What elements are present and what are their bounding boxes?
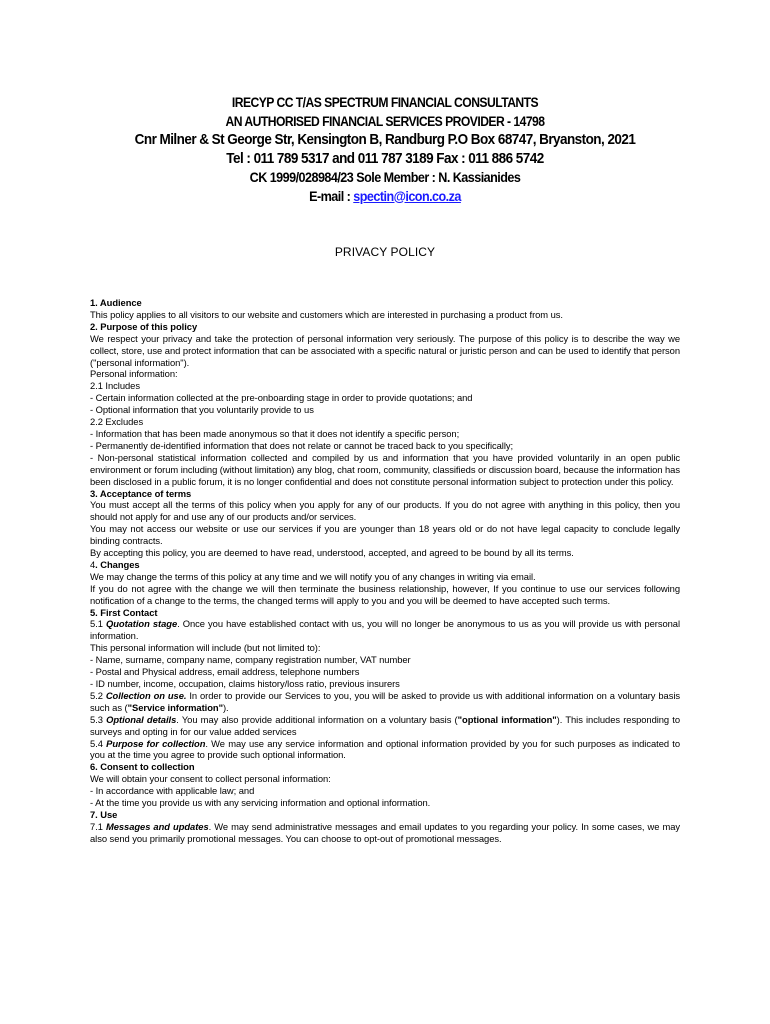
clause-text: . We may use any service information and optional information provided by you for such purposes as indicated to you at the time you agree to provide such optional information. (90, 737, 680, 761)
list-item: - Non-personal statistical information collected and compiled by us and information that you have provided voluntarily in an open public environment or forum including (without limitation) any blog, chat room, community, classifieds or discussion board, because the information has been disclosed in a public forum, it is no longer confidential and does not constitute personal information subject to protection under this policy. (90, 451, 680, 487)
clause-text: ). This includes responding to surveys and opting in for our value added services (90, 713, 681, 737)
email-line (39, 187, 732, 206)
clause-term: Purpose for collection (106, 737, 206, 749)
registration-line: CK 1999/028984/23 Sole Member : N. Kassianides (249, 169, 521, 185)
paragraph (90, 618, 680, 642)
clause-text: In order to provide our Services to you, you will be asked to provide us with additional information on a voluntary basis such as ( (90, 689, 681, 713)
clause-term: Quotation stage (105, 618, 178, 630)
paragraph: If you do not agree with the change we will then terminate the business relationship, however, If you continue to use our services following notification of a change to the terms, the changed terms will apply to you and you will be deemed to have accepted such terms. (90, 582, 680, 606)
section-heading: 5. First Contact (90, 606, 158, 618)
email-link[interactable]: spectin@icon.co.za (353, 187, 461, 204)
email-prefix: E-mail : (309, 187, 354, 204)
paragraph (90, 714, 680, 738)
list-item: - In accordance with applicable law; and (90, 785, 255, 797)
clause-text: . Once you have established contact with us, you will no longer be anonymous to us as you will provide us with personal information. (90, 618, 680, 642)
clause-term: Optional details (106, 713, 177, 725)
paragraph (90, 690, 680, 714)
clause-text: . You may also provide additional information on a voluntary basis ( (176, 713, 458, 725)
paragraph: We respect your privacy and take the protection of personal information very seriously. The purpose of this policy is to describe the way we collect, store, use and protect information that can be associated with a specific natural or juristic person and can be used to identify that person ("personal information"). (90, 332, 680, 368)
address-line: Cnr Milner & St George Str, Kensington B, Randburg P.O Box 68747, Bryanston, 2021 (134, 131, 636, 148)
clause-text: . We may send administrative messages and email updates to you regarding your policy. In some cases, we may also send you primarily promotional messages. You can choose to opt-out of promotional messages. (90, 820, 681, 844)
defined-term: "Service information" (127, 701, 223, 713)
paragraph: 2.2 Excludes (90, 416, 144, 428)
section-heading: 6. Consent to collection (90, 761, 195, 773)
company-name: IRECYP CC T/AS SPECTRUM FINANCIAL CONSULTANTS (231, 95, 539, 110)
paragraph: You may not access our website or use our services if you are younger than 18 years old or do not have legal capacity to conclude legally binding contracts. (90, 523, 680, 547)
page-title: PRIVACY POLICY (334, 245, 436, 259)
clause-number: 7.1 (90, 820, 106, 832)
clause-term: Messages and updates (105, 820, 209, 832)
paragraph: This personal information will include (but not limited to): (90, 642, 321, 654)
paragraph: 2.1 Includes (90, 380, 140, 392)
clause-number: 5.4 (90, 737, 107, 749)
list-item: - At the time you provide us with any servicing information and optional information. (90, 797, 431, 809)
phone-line: Tel : 011 789 5317 and 011 787 3189 Fax : 011 886 5742 (226, 149, 544, 167)
list-item: - Permanently de-identified information that does not relate or cannot be traced back to you specifically; (90, 439, 514, 451)
list-item: - Optional information that you voluntarily provide to us (90, 404, 314, 416)
list-item: - Postal and Physical address, email address, telephone numbers (90, 666, 360, 678)
section-heading: 2. Purpose of this policy (90, 320, 198, 332)
paragraph: This policy applies to all visitors to our website and customers which are interested in purchasing a product from us. (90, 308, 563, 320)
clause-number: 5.1 (90, 618, 106, 630)
paragraph (90, 821, 680, 845)
list-item: - ID number, income, occupation, claims history/loss ratio, previous insurers (90, 678, 400, 689)
paragraph (90, 738, 680, 762)
section-heading (90, 559, 680, 571)
letterhead (39, 94, 732, 205)
list-item: - Information that has been made anonymous so that it does not identify a specific person; (90, 427, 460, 439)
section-number: 4 (90, 558, 96, 570)
paragraph: You must accept all the terms of this policy when you apply for any of our products. If you do not agree with anything in this policy, then you should not apply for and use any of our products and/or services. (90, 499, 680, 523)
list-item: - Certain information collected at the pre-onboarding stage in order to provide quotations; and (90, 392, 473, 404)
paragraph: By accepting this policy, you are deemed to have read, understood, accepted, and agreed to be bound by all its terms. (90, 547, 574, 559)
section-heading: 7. Use (90, 808, 118, 820)
list-item: - Name, surname, company name, company registration number, VAT number (90, 654, 411, 666)
clause-term: Collection on use. (105, 689, 187, 701)
policy-body (90, 297, 680, 845)
paragraph: Personal information: (90, 368, 178, 380)
fsp-line: AN AUTHORISED FINANCIAL SERVICES PROVIDER - 14798 (225, 113, 545, 129)
clause-number: 5.3 (90, 713, 107, 725)
defined-term: "optional information" (457, 713, 557, 725)
section-heading: 1. Audience (90, 297, 142, 308)
section-heading-text: . Changes (95, 558, 140, 570)
clause-number: 5.2 (90, 689, 106, 701)
section-heading: 3. Acceptance of terms (90, 487, 192, 499)
clause-text: ). (222, 701, 229, 713)
paragraph: We will obtain your consent to collect personal information: (90, 773, 331, 785)
paragraph: We may change the terms of this policy at any time and we will notify you of any changes in writing via email. (90, 570, 536, 582)
